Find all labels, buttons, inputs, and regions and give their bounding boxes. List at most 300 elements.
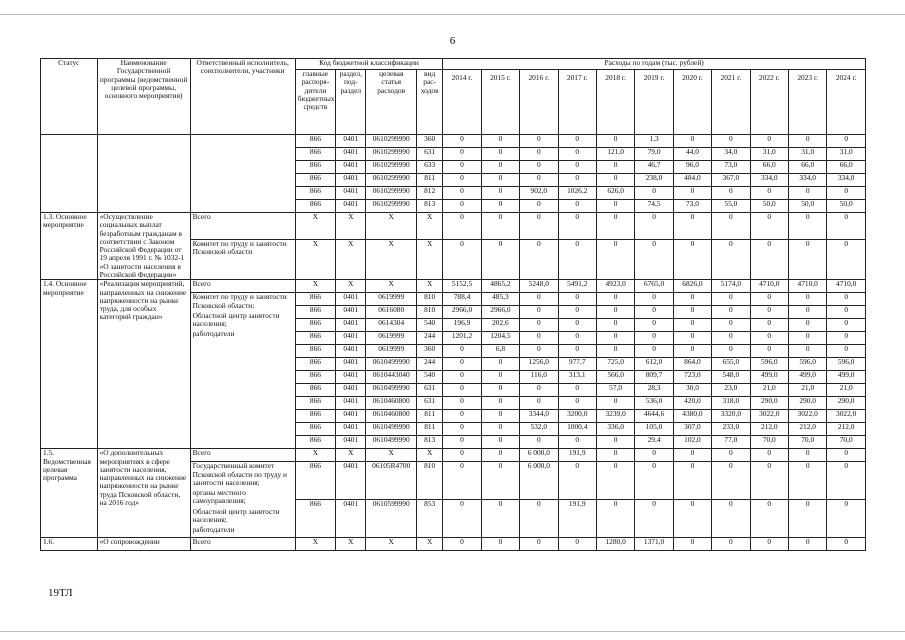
code-cell: 0401 bbox=[336, 410, 366, 423]
amount-cell: 0 bbox=[750, 135, 788, 148]
amount-cell: 0 bbox=[443, 239, 481, 279]
amount-cell: 626,0 bbox=[596, 187, 634, 200]
amount-cell: 0 bbox=[750, 462, 788, 500]
responsible-entry: работодатели bbox=[192, 525, 235, 535]
amount-cell: 1280,0 bbox=[596, 537, 634, 550]
code-cell: 0610599990 bbox=[366, 499, 417, 537]
amount-cell: 0 bbox=[558, 397, 596, 410]
code-cell: 0401 bbox=[336, 306, 366, 319]
code-cell: 360 bbox=[416, 345, 442, 358]
amount-cell: 0 bbox=[596, 293, 634, 306]
amount-cell: 334,0 bbox=[827, 174, 866, 187]
amount-cell: 5491,2 bbox=[558, 280, 596, 293]
code-cell: 0401 bbox=[336, 397, 366, 410]
code-cell: 0401 bbox=[336, 332, 366, 345]
amount-cell: 723,0 bbox=[673, 371, 711, 384]
amount-cell: 70,0 bbox=[788, 436, 826, 449]
amount-cell: 0 bbox=[750, 332, 788, 345]
code-cell: 0401 bbox=[336, 345, 366, 358]
amount-cell: 0 bbox=[788, 135, 826, 148]
amount-cell: 4710,0 bbox=[750, 280, 788, 293]
amount-cell: 0 bbox=[481, 161, 519, 174]
amount-cell: 0 bbox=[596, 200, 634, 213]
amount-cell: 485,3 bbox=[481, 293, 519, 306]
program-name-cell bbox=[97, 135, 190, 213]
header-code-section: раздел, под-раздел bbox=[336, 70, 366, 135]
amount-cell: 0 bbox=[635, 293, 673, 306]
amount-cell: 0 bbox=[596, 161, 634, 174]
header-year: 2021 г. bbox=[712, 70, 750, 135]
code-cell: 0401 bbox=[336, 293, 366, 306]
program-name-cell: «Реализация мероприятий, направленных на снижение напряженности на рынке труда, для особых категорий граждан» bbox=[97, 280, 190, 449]
amount-cell: 1204,5 bbox=[481, 332, 519, 345]
amount-cell: 6765,0 bbox=[635, 280, 673, 293]
amount-cell: 0 bbox=[788, 319, 826, 332]
code-cell: 0610443040 bbox=[366, 371, 417, 384]
code-cell: 866 bbox=[295, 332, 335, 345]
amount-cell: 79,0 bbox=[635, 148, 673, 161]
amount-cell: 334,0 bbox=[788, 174, 826, 187]
amount-cell: 0 bbox=[827, 239, 866, 279]
code-cell: 0401 bbox=[336, 174, 366, 187]
amount-cell: 334,0 bbox=[750, 174, 788, 187]
amount-cell: 3022,0 bbox=[788, 410, 826, 423]
code-cell: Х bbox=[336, 537, 366, 550]
status-cell: 1.6. bbox=[41, 537, 98, 550]
code-cell: 244 bbox=[416, 358, 442, 371]
amount-cell: 4923,0 bbox=[596, 280, 634, 293]
header-code-group: Код бюджетной классификации bbox=[295, 59, 443, 70]
code-cell: 0401 bbox=[336, 135, 366, 148]
code-cell: 866 bbox=[295, 384, 335, 397]
code-cell: 0610299990 bbox=[366, 187, 417, 200]
amount-cell: 0 bbox=[596, 174, 634, 187]
amount-cell: 0 bbox=[788, 499, 826, 537]
code-cell: 866 bbox=[295, 293, 335, 306]
header-year: 2016 г. bbox=[520, 70, 558, 135]
amount-cell: 536,0 bbox=[635, 397, 673, 410]
amount-cell: 1371,0 bbox=[635, 537, 673, 550]
amount-cell: 0 bbox=[520, 161, 558, 174]
amount-cell: 0 bbox=[635, 499, 673, 537]
amount-cell: 313,1 bbox=[558, 371, 596, 384]
amount-cell: 0 bbox=[520, 306, 558, 319]
amount-cell: 4710,0 bbox=[827, 280, 866, 293]
amount-cell: 0 bbox=[558, 148, 596, 161]
amount-cell: 0 bbox=[635, 332, 673, 345]
amount-cell: 212,0 bbox=[750, 423, 788, 436]
amount-cell: 70,0 bbox=[827, 436, 866, 449]
amount-cell: 0 bbox=[520, 135, 558, 148]
code-cell: 866 bbox=[295, 161, 335, 174]
amount-cell: 0 bbox=[827, 293, 866, 306]
code-cell: 811 bbox=[416, 410, 442, 423]
amount-cell: 28,3 bbox=[635, 384, 673, 397]
code-cell: 866 bbox=[295, 371, 335, 384]
amount-cell: 0 bbox=[443, 384, 481, 397]
code-cell: 0401 bbox=[336, 319, 366, 332]
amount-cell: 0 bbox=[481, 449, 519, 462]
amount-cell: 23,0 bbox=[712, 384, 750, 397]
amount-cell: 0 bbox=[673, 187, 711, 200]
header-responsible: Ответственный исполнитель, соисполнители, участники bbox=[190, 59, 295, 135]
amount-cell: 0 bbox=[635, 306, 673, 319]
amount-cell: 0 bbox=[558, 293, 596, 306]
code-cell: Х bbox=[416, 239, 442, 279]
code-cell: 0401 bbox=[336, 384, 366, 397]
amount-cell: 318,0 bbox=[712, 397, 750, 410]
amount-cell: 0 bbox=[443, 213, 481, 240]
code-cell: 866 bbox=[295, 187, 335, 200]
code-cell: 866 bbox=[295, 345, 335, 358]
responsible-cell bbox=[190, 462, 295, 537]
responsible-entry: Комитет по труду и занятости Псковской области; bbox=[192, 292, 287, 310]
amount-cell: 0 bbox=[443, 397, 481, 410]
amount-cell: 0 bbox=[750, 306, 788, 319]
code-cell: 0401 bbox=[336, 358, 366, 371]
amount-cell: 0 bbox=[635, 239, 673, 279]
code-cell: 0610299990 bbox=[366, 200, 417, 213]
amount-cell: 0 bbox=[712, 319, 750, 332]
code-cell: Х bbox=[295, 213, 335, 240]
amount-cell: 0 bbox=[520, 200, 558, 213]
amount-cell: 0 bbox=[443, 135, 481, 148]
header-status: Статус bbox=[41, 59, 98, 135]
amount-cell: 0 bbox=[558, 306, 596, 319]
amount-cell: 290,0 bbox=[750, 397, 788, 410]
footer-code: 19ТЛ bbox=[48, 587, 73, 599]
code-cell: 0619999 bbox=[366, 293, 417, 306]
amount-cell: 0 bbox=[673, 135, 711, 148]
code-cell: 810 bbox=[416, 462, 442, 500]
amount-cell: 0 bbox=[673, 213, 711, 240]
amount-cell: 0 bbox=[481, 174, 519, 187]
code-cell: 866 bbox=[295, 462, 335, 500]
amount-cell: 0 bbox=[673, 449, 711, 462]
code-cell: Х bbox=[416, 213, 442, 240]
header-year: 2014 г. bbox=[443, 70, 481, 135]
amount-cell: 0 bbox=[712, 345, 750, 358]
status-cell: 1.4. Основное мероприятие bbox=[41, 280, 98, 449]
amount-cell: 21,0 bbox=[750, 384, 788, 397]
amount-cell: 484,0 bbox=[673, 174, 711, 187]
amount-cell: 4644,6 bbox=[635, 410, 673, 423]
amount-cell: 0 bbox=[673, 345, 711, 358]
amount-cell: 202,6 bbox=[481, 319, 519, 332]
code-cell: 866 bbox=[295, 410, 335, 423]
amount-cell: 612,0 bbox=[635, 358, 673, 371]
responsible-entry: органы местного самоуправления; bbox=[192, 488, 246, 506]
code-cell: Х bbox=[366, 239, 417, 279]
code-cell: 810 bbox=[416, 293, 442, 306]
code-cell: Х bbox=[366, 449, 417, 462]
amount-cell: 0 bbox=[443, 449, 481, 462]
code-cell: 0610460800 bbox=[366, 410, 417, 423]
amount-cell: 1000,4 bbox=[558, 423, 596, 436]
amount-cell: 0 bbox=[558, 537, 596, 550]
amount-cell: 0 bbox=[635, 449, 673, 462]
amount-cell: 548,0 bbox=[712, 371, 750, 384]
amount-cell: 0 bbox=[788, 345, 826, 358]
responsible-cell bbox=[190, 239, 295, 279]
amount-cell: 0 bbox=[750, 319, 788, 332]
code-cell: Х bbox=[336, 213, 366, 240]
code-cell: 0610499990 bbox=[366, 436, 417, 449]
amount-cell: 0 bbox=[520, 148, 558, 161]
code-cell: Х bbox=[295, 537, 335, 550]
amount-cell: 0 bbox=[673, 537, 711, 550]
amount-cell: 73,0 bbox=[673, 200, 711, 213]
amount-cell: 31,0 bbox=[827, 148, 866, 161]
amount-cell: 233,0 bbox=[712, 423, 750, 436]
code-cell: 0619999 bbox=[366, 332, 417, 345]
amount-cell: 0 bbox=[827, 537, 866, 550]
code-cell: 866 bbox=[295, 200, 335, 213]
amount-cell: 30,0 bbox=[673, 384, 711, 397]
amount-cell: 0 bbox=[443, 174, 481, 187]
code-cell: 0610299990 bbox=[366, 135, 417, 148]
amount-cell: 105,0 bbox=[635, 423, 673, 436]
amount-cell: 0 bbox=[635, 462, 673, 500]
amount-cell: 0 bbox=[596, 213, 634, 240]
amount-cell: 5152,5 bbox=[443, 280, 481, 293]
table-row bbox=[41, 537, 866, 550]
amount-cell: 0 bbox=[596, 332, 634, 345]
amount-cell: 50,0 bbox=[827, 200, 866, 213]
amount-cell: 0 bbox=[481, 537, 519, 550]
amount-cell: 0 bbox=[596, 499, 634, 537]
amount-cell: 0 bbox=[520, 239, 558, 279]
amount-cell: 0 bbox=[443, 161, 481, 174]
amount-cell: 0 bbox=[520, 332, 558, 345]
header-year: 2022 г. bbox=[750, 70, 788, 135]
amount-cell: 6 000,0 bbox=[520, 462, 558, 500]
header-year: 2023 г. bbox=[788, 70, 826, 135]
code-cell: 0610499990 bbox=[366, 384, 417, 397]
code-cell: Х bbox=[416, 449, 442, 462]
code-cell: 360 bbox=[416, 135, 442, 148]
amount-cell: 977,7 bbox=[558, 358, 596, 371]
responsible-entry: Областной центр занятости населения; bbox=[192, 310, 280, 329]
amount-cell: 191,9 bbox=[558, 499, 596, 537]
amount-cell: 0 bbox=[788, 537, 826, 550]
amount-cell: 70,0 bbox=[750, 436, 788, 449]
amount-cell: 0 bbox=[788, 462, 826, 500]
budget-table bbox=[40, 58, 866, 551]
amount-cell: 0 bbox=[481, 213, 519, 240]
status-cell: 1.3. Основное мероприятие bbox=[41, 213, 98, 280]
code-cell: 866 bbox=[295, 174, 335, 187]
amount-cell: 499,0 bbox=[750, 371, 788, 384]
amount-cell: 0 bbox=[635, 345, 673, 358]
amount-cell: 0 bbox=[520, 293, 558, 306]
amount-cell: 0 bbox=[520, 397, 558, 410]
amount-cell: 0 bbox=[788, 187, 826, 200]
amount-cell: 0 bbox=[635, 319, 673, 332]
amount-cell: 0 bbox=[481, 499, 519, 537]
code-cell: 0401 bbox=[336, 371, 366, 384]
amount-cell: 0 bbox=[750, 499, 788, 537]
amount-cell: 1256,0 bbox=[520, 358, 558, 371]
amount-cell: 499,0 bbox=[788, 371, 826, 384]
amount-cell: 0 bbox=[481, 423, 519, 436]
code-cell: 812 bbox=[416, 187, 442, 200]
amount-cell: 596,0 bbox=[750, 358, 788, 371]
amount-cell: 367,0 bbox=[712, 174, 750, 187]
amount-cell: 21,0 bbox=[827, 384, 866, 397]
amount-cell: 0 bbox=[827, 499, 866, 537]
amount-cell: 0 bbox=[788, 213, 826, 240]
amount-cell: 290,0 bbox=[827, 397, 866, 410]
code-cell: 866 bbox=[295, 319, 335, 332]
amount-cell: 0 bbox=[750, 213, 788, 240]
code-cell: 0610299990 bbox=[366, 148, 417, 161]
header-name: Наименование Государственной программы (ведомственной целевой программы, основного мероприятия) bbox=[97, 59, 190, 135]
amount-cell: 0 bbox=[443, 148, 481, 161]
code-cell: 631 bbox=[416, 148, 442, 161]
program-name-cell: «О дополнительных мероприятиях в сфере занятости населения, направленных на снижение напряженности на рынке труда Псковской области, на 2016 год» bbox=[97, 449, 190, 537]
amount-cell: 0 bbox=[596, 319, 634, 332]
amount-cell: 0 bbox=[635, 187, 673, 200]
amount-cell: 0 bbox=[788, 332, 826, 345]
amount-cell: 0 bbox=[443, 345, 481, 358]
code-cell: 0401 bbox=[336, 436, 366, 449]
amount-cell: 0 bbox=[596, 239, 634, 279]
amount-cell: 0 bbox=[673, 319, 711, 332]
amount-cell: 0 bbox=[481, 239, 519, 279]
amount-cell: 0 bbox=[712, 499, 750, 537]
amount-cell: 34,0 bbox=[712, 148, 750, 161]
amount-cell: 0 bbox=[558, 200, 596, 213]
amount-cell: 3320,0 bbox=[712, 410, 750, 423]
amount-cell: 0 bbox=[443, 499, 481, 537]
responsible-cell bbox=[190, 293, 295, 449]
amount-cell: 4865,2 bbox=[481, 280, 519, 293]
amount-cell: 29,4 bbox=[635, 436, 673, 449]
responsible-cell: Всего bbox=[190, 280, 295, 293]
amount-cell: 0 bbox=[712, 187, 750, 200]
code-cell: 810 bbox=[416, 306, 442, 319]
header-code-grbs: главные распоря-дители бюджетных средств bbox=[295, 70, 335, 135]
amount-cell: 0 bbox=[827, 135, 866, 148]
amount-cell: 66,0 bbox=[750, 161, 788, 174]
amount-cell: 0 bbox=[788, 306, 826, 319]
amount-cell: 0 bbox=[673, 293, 711, 306]
code-cell: 0610460800 bbox=[366, 397, 417, 410]
amount-cell: 0 bbox=[596, 306, 634, 319]
amount-cell: 6,8 bbox=[481, 345, 519, 358]
page-number: 6 bbox=[449, 35, 456, 47]
program-name-cell: «Осуществление социальных выплат безработным гражданам в соответствии с Законом Российской Федерации от 19 апреля 1991 г. № 1032-1 «О занятости населения в Российской Федерации» bbox=[97, 213, 190, 280]
amount-cell: 0 bbox=[750, 293, 788, 306]
amount-cell: 864,0 bbox=[673, 358, 711, 371]
amount-cell: 902,0 bbox=[520, 187, 558, 200]
program-name-cell: «О сопровождении bbox=[97, 537, 190, 550]
amount-cell: 0 bbox=[673, 499, 711, 537]
amount-cell: 0 bbox=[635, 213, 673, 240]
code-cell: 0619999 bbox=[366, 345, 417, 358]
header-year: 2017 г. bbox=[558, 70, 596, 135]
responsible-cell: Всего bbox=[190, 537, 295, 550]
code-cell: 0401 bbox=[336, 148, 366, 161]
amount-cell: 96,0 bbox=[673, 161, 711, 174]
amount-cell: 0 bbox=[558, 332, 596, 345]
amount-cell: 0 bbox=[712, 293, 750, 306]
amount-cell: 532,0 bbox=[520, 423, 558, 436]
amount-cell: 0 bbox=[481, 384, 519, 397]
amount-cell: 0 bbox=[558, 436, 596, 449]
amount-cell: 0 bbox=[827, 332, 866, 345]
code-cell: 866 bbox=[295, 306, 335, 319]
responsible-entry: Государственный комитет Псковской области по труду и занятости населения; bbox=[192, 461, 288, 487]
amount-cell: 3239,0 bbox=[596, 410, 634, 423]
code-cell: 0616080 bbox=[366, 306, 417, 319]
amount-cell: 0 bbox=[827, 319, 866, 332]
header-year: 2018 г. bbox=[596, 70, 634, 135]
code-cell: Х bbox=[336, 280, 366, 293]
amount-cell: 0 bbox=[750, 537, 788, 550]
amount-cell: 0 bbox=[673, 462, 711, 500]
amount-cell: 0 bbox=[481, 200, 519, 213]
amount-cell: 307,0 bbox=[673, 423, 711, 436]
amount-cell: 0 bbox=[827, 462, 866, 500]
amount-cell: 0 bbox=[443, 462, 481, 500]
code-cell: 866 bbox=[295, 135, 335, 148]
amount-cell: 212,0 bbox=[788, 423, 826, 436]
amount-cell: 31,0 bbox=[788, 148, 826, 161]
amount-cell: 4710,0 bbox=[788, 280, 826, 293]
amount-cell: 420,0 bbox=[673, 397, 711, 410]
code-cell: 0610499990 bbox=[366, 358, 417, 371]
amount-cell: 0 bbox=[558, 384, 596, 397]
amount-cell: 21,0 bbox=[788, 384, 826, 397]
code-cell: 0401 bbox=[336, 200, 366, 213]
amount-cell: 0 bbox=[558, 174, 596, 187]
amount-cell: 121,0 bbox=[596, 148, 634, 161]
amount-cell: 0 bbox=[596, 397, 634, 410]
amount-cell: 0 bbox=[788, 293, 826, 306]
amount-cell: 725,0 bbox=[596, 358, 634, 371]
responsible-cell: Всего bbox=[190, 449, 295, 462]
amount-cell: 0 bbox=[481, 358, 519, 371]
amount-cell: 2966,0 bbox=[443, 306, 481, 319]
code-cell: 0401 bbox=[336, 187, 366, 200]
code-cell: 866 bbox=[295, 436, 335, 449]
amount-cell: 0 bbox=[520, 319, 558, 332]
amount-cell: 596,0 bbox=[827, 358, 866, 371]
responsible-entry: Областной центр занятости населения; bbox=[192, 506, 280, 524]
amount-cell: 212,0 bbox=[827, 423, 866, 436]
amount-cell: 0 bbox=[558, 345, 596, 358]
amount-cell: 0 bbox=[481, 135, 519, 148]
amount-cell: 50,0 bbox=[788, 200, 826, 213]
amount-cell: 0 bbox=[673, 239, 711, 279]
code-cell: 811 bbox=[416, 423, 442, 436]
code-cell: Х bbox=[336, 449, 366, 462]
header-code-article: целевая статья расходов bbox=[366, 70, 417, 135]
amount-cell: 66,0 bbox=[788, 161, 826, 174]
amount-cell: 4380,0 bbox=[673, 410, 711, 423]
code-cell: Х bbox=[366, 280, 417, 293]
header-year: 2019 г. bbox=[635, 70, 673, 135]
amount-cell: 0 bbox=[712, 239, 750, 279]
amount-cell: 0 bbox=[520, 174, 558, 187]
code-cell: 631 bbox=[416, 384, 442, 397]
code-cell: Х bbox=[295, 449, 335, 462]
code-cell: 631 bbox=[416, 397, 442, 410]
amount-cell: 0 bbox=[596, 135, 634, 148]
amount-cell: 1026,2 bbox=[558, 187, 596, 200]
